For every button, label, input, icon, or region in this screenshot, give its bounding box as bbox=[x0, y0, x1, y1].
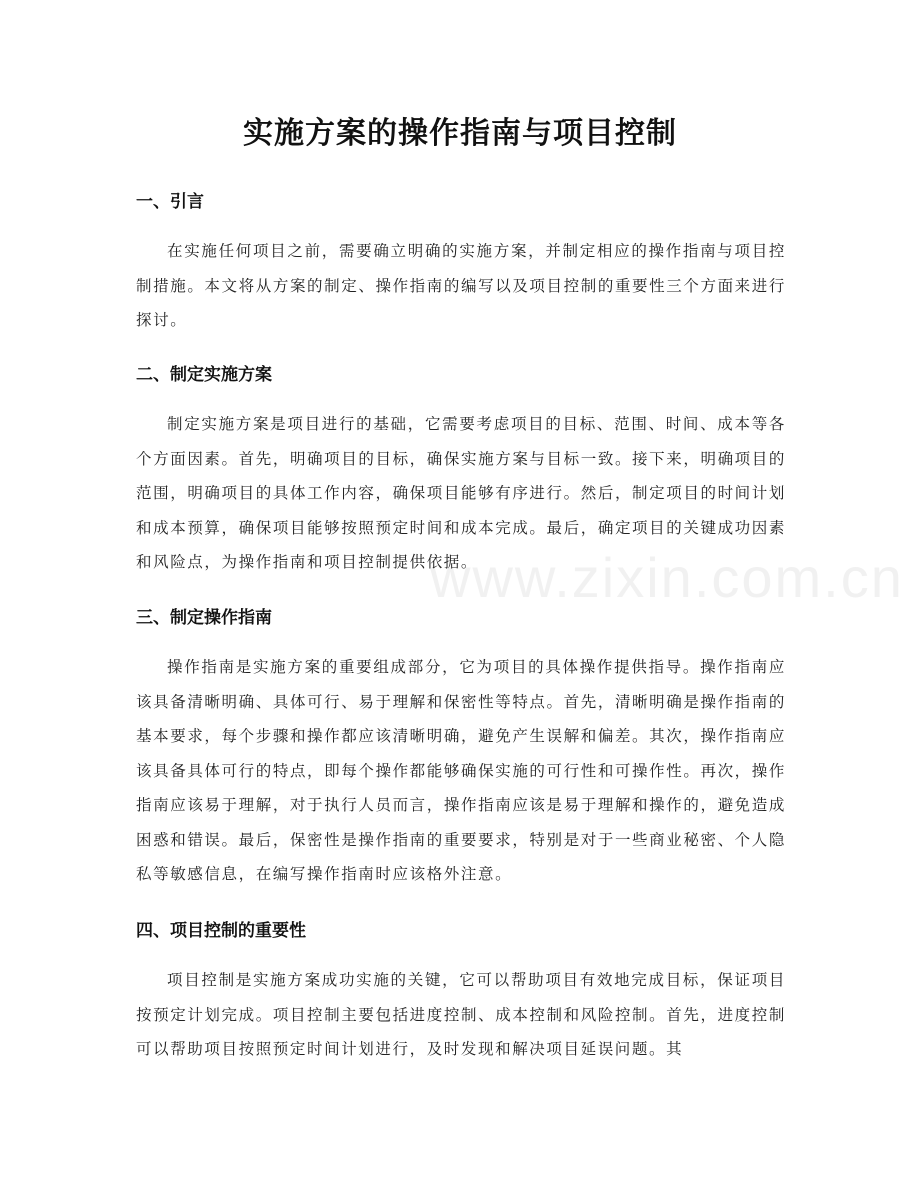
section-body-control: 项目控制是实施方案成功实施的关键，它可以帮助项目有效地完成目标，保证项目按预定计划完成。项目控制主要包括进度控制、成本控制和风险控制。首先，进度控制可以帮助项目按照预定时间计划进行，及时发现和解决项目延误问题。其 bbox=[136, 971, 786, 1058]
section-heading-guide: 三、制定操作指南 bbox=[136, 608, 272, 628]
section-heading-plan: 二、制定实施方案 bbox=[136, 365, 272, 385]
page-title: 实施方案的操作指南与项目控制 bbox=[243, 116, 677, 151]
section-heading-intro: 一、引言 bbox=[136, 192, 204, 212]
section-body-plan: 制定实施方案是项目进行的基础，它需要考虑项目的目标、范围、时间、成本等各个方面因素。首先，明确项目的目标，确保实施方案与目标一致。接下来，明确项目的范围，明确项目的具体工作内容，确保项目能够有序进行。然后，制定项目的时间计划和成本预算，确保项目能够按照预定时间和成本完成。最后，确定项目的关键成功因素和风险点，为操作指南和项目控制提供依据。 bbox=[136, 415, 786, 571]
section-body-guide: 操作指南是实施方案的重要组成部分，它为项目的具体操作提供指导。操作指南应该具备清晰明确、具体可行、易于理解和保密性等特点。首先，清晰明确是操作指南的基本要求，每个步骤和操作都应该清晰明确，避免产生误解和偏差。其次，操作指南应该具备具体可行的特点，即每个操作都能够确保实施的可行性和可操作性。再次，操作指南应该易于理解，对于执行人员而言，操作指南应该是易于理解和操作的，避免造成困惑和错误。最后，保密性是操作指南的重要要求，特别是对于一些商业秘密、个人隐私等敏感信息，在编写操作指南时应该格外注意。 bbox=[136, 658, 786, 883]
section-heading-control: 四、项目控制的重要性 bbox=[136, 921, 306, 941]
watermark: www.zixin.com.cn bbox=[430, 546, 904, 609]
section-body-intro: 在实施任何项目之前，需要确立明确的实施方案，并制定相应的操作指南与项目控制措施。本文将从方案的制定、操作指南的编写以及项目控制的重要性三个方面来进行探讨。 bbox=[136, 242, 786, 329]
